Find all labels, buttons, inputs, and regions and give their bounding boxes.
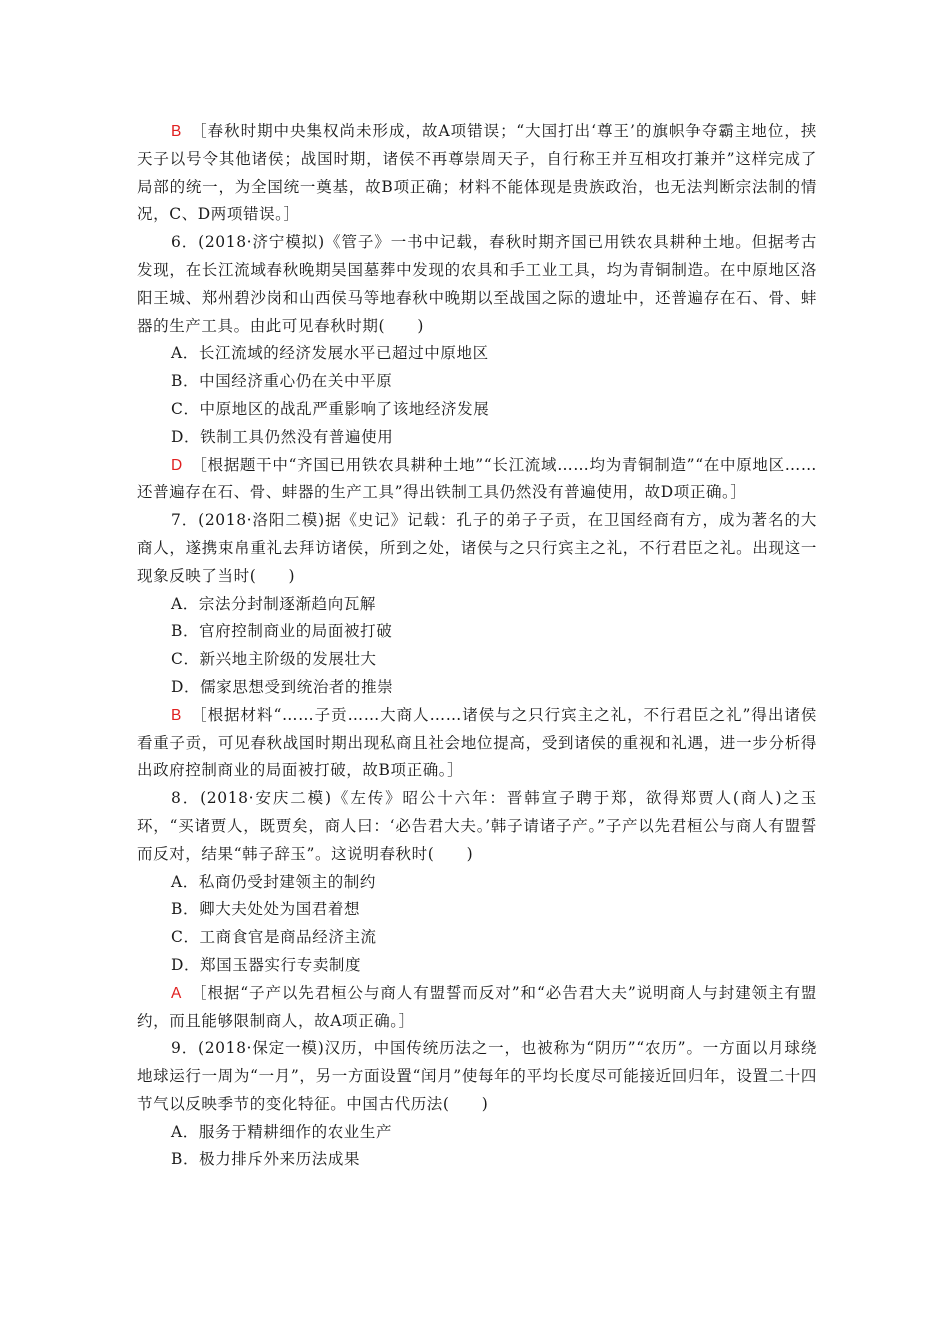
answer-explanation: ［根据“子产以先君桓公与商人有盟誓而反对”和“必告君大夫”说明商人与封建领主有盟约，而且能够限制商人，故A项正确。］ <box>137 983 817 1030</box>
option-d: D．郑国玉器实行专卖制度 <box>171 955 362 974</box>
option-b: B．卿大夫处处为国君着想 <box>171 900 361 919</box>
q5-answer <box>137 118 817 229</box>
option-c: C．中原地区的战乱严重影响了该地经济发展 <box>171 399 490 418</box>
option-b: B．官府控制商业的局面被打破 <box>171 622 393 641</box>
page-content <box>137 118 817 1174</box>
question-stem: 7．(2018·洛阳二模)据《史记》记载：孔子的弟子子贡，在卫国经商有方，成为著名的大商人，遂携束帛重礼去拜访诸侯，所到之处，诸侯与之只行宾主之礼，不行君臣之礼。出现这一现象反映了当时( ) <box>137 511 817 585</box>
answer-letter: B <box>171 706 182 724</box>
answer-letter: D <box>171 456 183 474</box>
option-a: A．宗法分封制逐渐趋向瓦解 <box>171 594 376 613</box>
answer-letter: B <box>171 123 182 140</box>
answer-explanation: ［根据材料“……子贡……大商人……诸侯与之只行宾主之礼，不行君臣之礼”得出诸侯看重子贡，可见春秋战国时期出现私商且社会地位提高，受到诸侯的重视和礼遇，进一步分析得出政府控制商业的局面被打破，故B项正确。］ <box>137 705 817 780</box>
option-c: C．工商食官是商品经济主流 <box>171 928 377 947</box>
question-stem: 9．(2018·保定一模)汉历，中国传统历法之一，也被称为“阴历”“农历”。一方面以月球绕地球运行一周为“一月”，另一方面设置“闰月”使每年的平均长度尽可能接近回归年，设置二十四节气以反映季节的变化特征。中国古代历法( ) <box>137 1039 817 1113</box>
answer-explanation: ［春秋时期中央集权尚未形成，故A项错误；“大国打出‘尊王’的旗帜争夺霸主地位，挟天子以号令其他诸侯；战国时期，诸侯不再尊崇周天子，自行称王并互相攻打兼并”这样完成了局部的统一，为全国统一奠基，故B项正确；材料不能体现是贵族政治，也无法判断宗法制的情况，C、D两项错误。］ <box>137 122 817 224</box>
question-stem: 8．(2018·安庆二模)《左传》昭公十六年：晋韩宣子聘于郑，欲得郑贾人(商人)之玉环，“买诸贾人，既贾矣，商人曰：‘必告君大夫。’韩子请诸子产。”子产以先君桓公与商人有盟誓而反对，结果“韩子辞玉”。这说明春秋时( ) <box>137 789 817 863</box>
question-answer <box>137 980 817 1036</box>
option-b: B．极力排斥外来历法成果 <box>171 1150 361 1169</box>
question-stem: 6．(2018·济宁模拟)《管子》一书中记载，春秋时期齐国已用铁农具耕种土地。但据考古发现，在长江流域春秋晚期吴国墓葬中发现的农具和手工业工具，均为青铜制造。在中原地区洛阳王城、郑州碧沙岗和山西侯马等地春秋中晚期以至战国之际的遗址中，还普遍存在石、骨、蚌器的生产工具。由此可见春秋时期( ) <box>137 233 817 335</box>
answer-explanation: ［根据题干中“齐国已用铁农具耕种土地”“长江流域……均为青铜制造”“在中原地区……还普遍存在石、骨、蚌器的生产工具”得出铁制工具仍然没有普遍使用，故D项正确。］ <box>137 455 817 502</box>
question-answer <box>137 702 817 785</box>
option-c: C．新兴地主阶级的发展壮大 <box>171 650 377 669</box>
option-a: A．私商仍受封建领主的制约 <box>171 872 376 891</box>
answer-letter: A <box>171 984 182 1002</box>
option-d: D．儒家思想受到统治者的推崇 <box>171 677 394 696</box>
option-d: D．铁制工具仍然没有普遍使用 <box>171 427 394 446</box>
option-a: A．长江流域的经济发展水平已超过中原地区 <box>171 344 489 363</box>
option-a: A．服务于精耕细作的农业生产 <box>171 1122 393 1141</box>
option-b: B．中国经济重心仍在关中平原 <box>171 372 393 391</box>
question-answer <box>137 452 817 508</box>
